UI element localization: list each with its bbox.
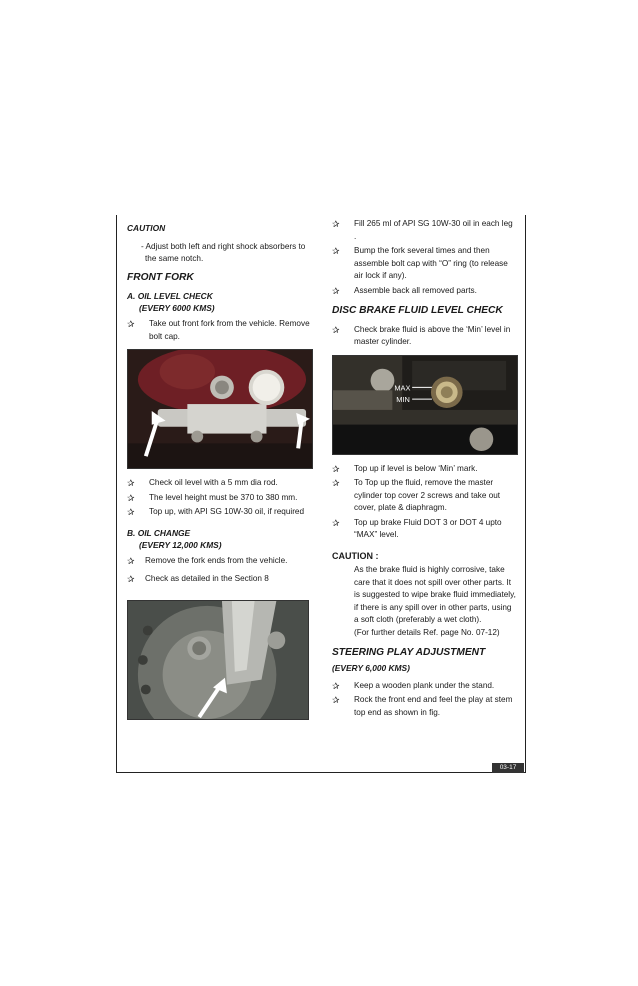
star-bullet-icon: ✰ (332, 246, 340, 256)
star-bullet-icon: ✰ (127, 478, 135, 488)
list-item: ✰ Assemble back all removed parts. (332, 285, 477, 296)
list-item: ✰ To Top up the fluid, remove the master cylinder top cover 2 screws and take out cover, plate & diaphragm. (332, 477, 517, 515)
list-item: ✰ Bump the fork several times and then assemble bolt cap with “O” ring (to release air lock if any). (332, 245, 517, 283)
list-item: ✰ Rock the front end and feel the play at stem top end as shown in fig. (332, 694, 517, 719)
right-column (332, 218, 517, 721)
caution2-reference: (For further details Ref. page No. 07-12) (354, 627, 500, 637)
min-label: MIN (396, 394, 410, 404)
list-item: ✰ Top up if level is below ‘Min’ mark. (332, 463, 478, 474)
max-label: MAX (394, 382, 411, 392)
list-item: ✰ Top up, with API SG 10W-30 oil, if required (127, 507, 305, 517)
list-item: ✰ Fill 265 ml of API SG 10W-30 oil in each leg . (332, 218, 517, 243)
oil-change-interval: (EVERY 12,000 KMS) (139, 539, 222, 550)
oil-level-interval: (EVERY 6000 KMS) (139, 303, 215, 313)
star-bullet-icon: ✰ (332, 463, 340, 474)
list-item: ✰ Keep a wooden plank under the stand. (332, 680, 495, 691)
caution-heading: CAUTION (127, 223, 166, 233)
list-item: ✰ Top up brake Fluid DOT 3 or DOT 4 upto “MAX” level. (332, 517, 517, 542)
page-number: 03-17 (492, 763, 524, 773)
disc-brake-heading: DISC BRAKE FLUID LEVEL CHECK (332, 305, 503, 316)
oil-change-heading: B. OIL CHANGE (127, 527, 191, 538)
list-item: ✰ Check oil level with a 5 mm dia rod. (127, 478, 278, 488)
oil-level-heading: A. OIL LEVEL CHECK (127, 291, 213, 301)
star-bullet-icon: ✰ (332, 285, 340, 296)
star-bullet-icon: ✰ (127, 492, 135, 503)
star-bullet-icon: ✰ (332, 680, 340, 691)
star-bullet-icon: ✰ (332, 324, 340, 335)
star-bullet-icon: ✰ (127, 319, 135, 329)
list-item: ✰ Remove the fork ends from the vehicle. (127, 555, 288, 566)
front-fork-heading: FRONT FORK (127, 271, 194, 283)
caution-text: - Adjust both left and right shock absorbers to the same notch. (141, 241, 306, 263)
star-bullet-icon: ✰ (332, 517, 340, 528)
fork-top-photo (127, 349, 313, 469)
caution2-heading: CAUTION : (332, 550, 379, 561)
list-item: ✰ The level height must be 370 to 380 mm. (127, 492, 298, 503)
star-bullet-icon: ✰ (332, 219, 340, 229)
fork-end-photo (127, 600, 309, 720)
list-item: ✰ Check as detailed in the Section 8 (127, 574, 269, 584)
left-column (127, 222, 317, 720)
list-item: ✰ Check brake fluid is above the ‘Min’ level in master cylinder. (332, 324, 517, 349)
star-bullet-icon: ✰ (127, 555, 135, 566)
star-bullet-icon: ✰ (332, 478, 340, 488)
steering-interval: (EVERY 6,000 KMS) (332, 662, 410, 673)
star-bullet-icon: ✰ (332, 695, 340, 705)
list-item: ✰ Take out front fork from the vehicle. Remove bolt cap. (127, 318, 317, 343)
caution2-text: As the brake fluid is highly corrosive, take care that it does not spill over other parts. It is suggested to wipe brake fluid immediately, if there is any spill over in other parts, using a soft cloth (preferably a wet cloth). (354, 565, 516, 624)
master-cylinder-photo (332, 355, 518, 455)
star-bullet-icon: ✰ (127, 507, 135, 517)
star-bullet-icon: ✰ (127, 574, 135, 584)
steering-heading: STEERING PLAY ADJUSTMENT (332, 647, 486, 658)
